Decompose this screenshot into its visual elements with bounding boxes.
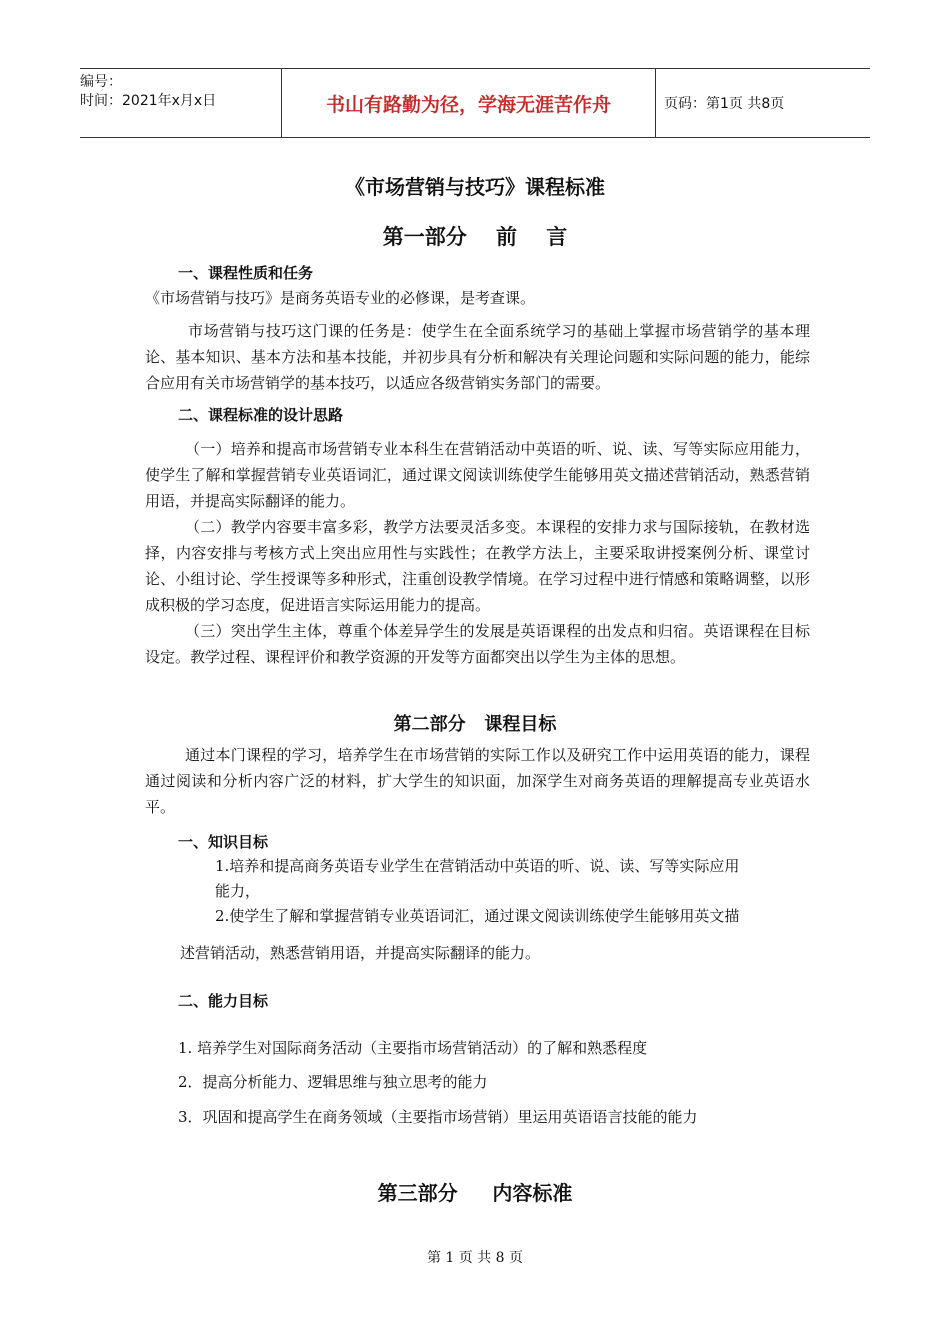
section2-paragraph-2: （二）教学内容要丰富多彩，教学方法要灵活多变。本课程的安排力求与国际接轨，在教材选择，内容安排与考核方式上突出应用性与实践性；在教学方法上，主要采取讲授案例分析、课堂讨论、小组讨论、学生授课等多种形式，注重创设教学情境。在学习过程中进行情感和策略调整，以形成积极的学习态度，促进语言实际运用能力的提高。 [145,518,810,614]
header-motto: 书山有路勤为径，学海无涯苦作舟 [281,69,656,137]
section2-paragraph-3: （三）突出学生主体，尊重个体差异学生的发展是英语课程的出发点和归宿。英语课程在目标设定。教学过程、课程评价和教学资源的开发等方面都突出以学生为主体的思想。 [145,622,810,666]
ability-goal-2: 2．提高分析能力、逻辑思维与独立思考的能力 [178,1073,488,1091]
knowledge-goals-heading: 一、知识目标 [178,833,269,851]
knowledge-goal-2-line-1: 2.使学生了解和掌握营销专业英语词汇，通过课文阅读训练使学生能够用英文描 [215,907,740,925]
time-label: 时间：2021年x月x日 [80,93,217,109]
page-header [80,68,870,138]
section1-paragraph-2: 市场营销与技巧这门课的任务是：使学生在全面系统学习的基础上掌握市场营销学的基本理论、基本知识、基本方法和基本技能，并初步具有分析和解决有关理论问题和实际问题的能力，能综合应用有关市场营销学的基本技巧，以适应各级营销实务部门的需要。 [145,322,810,392]
section1-paragraph-1: 《市场营销与技巧》是商务英语专业的必修课，是考查课。 [145,289,536,307]
ability-goal-3: 3．巩固和提高学生在商务领域（主要指市场营销）里运用英语语言技能的能力 [178,1108,698,1126]
part2-heading: 第二部分 课程目标 [393,714,557,735]
knowledge-goal-1-line-1: 1.培养和提高商务英语专业学生在营销活动中英语的听、说、读、写等实际应用 [215,857,740,875]
header-left [80,69,280,141]
knowledge-goal-2-line-2: 述营销活动，熟悉营销用语，并提高实际翻译的能力。 [180,944,541,962]
code-label: 编号： [80,74,122,90]
header-page-info [664,69,870,137]
section1-heading: 一、课程性质和任务 [178,264,314,282]
part2-intro: 通过本门课程的学习，培养学生在市场营销的实际工作以及研究工作中运用英语的能力，课程通过阅读和分析内容广泛的材料，扩大学生的知识面，加深学生对商务英语的理解提高专业英语水平。 [145,746,810,816]
ability-goals-heading: 二、能力目标 [178,992,269,1010]
knowledge-goal-1-line-2: 能力， [215,882,261,900]
section2-paragraph-1: （一）培养和提高市场营销专业本科生在营销活动中英语的听、说、读、写等实际应用能力，使学生了解和掌握营销专业英语词汇，通过课文阅读训练使学生能够用英文描述营销活动，熟悉营销用语，并提高实际翻译的能力。 [145,440,810,510]
part1-heading: 第一部分 前 言 [382,225,568,249]
part3-heading: 第三部分 内容标准 [377,1181,573,1205]
page-info: 页码：第1页 共8页 [664,96,785,112]
ability-goal-1: 1. 培养学生对国际商务活动（主要指市场营销活动）的了解和熟悉程度 [178,1039,648,1057]
page-footer: 第 1 页 共 8 页 [426,1250,524,1266]
document-title: 《市场营销与技巧》课程标准 [345,175,605,199]
section2-heading: 二、课程标准的设计思路 [178,406,344,424]
